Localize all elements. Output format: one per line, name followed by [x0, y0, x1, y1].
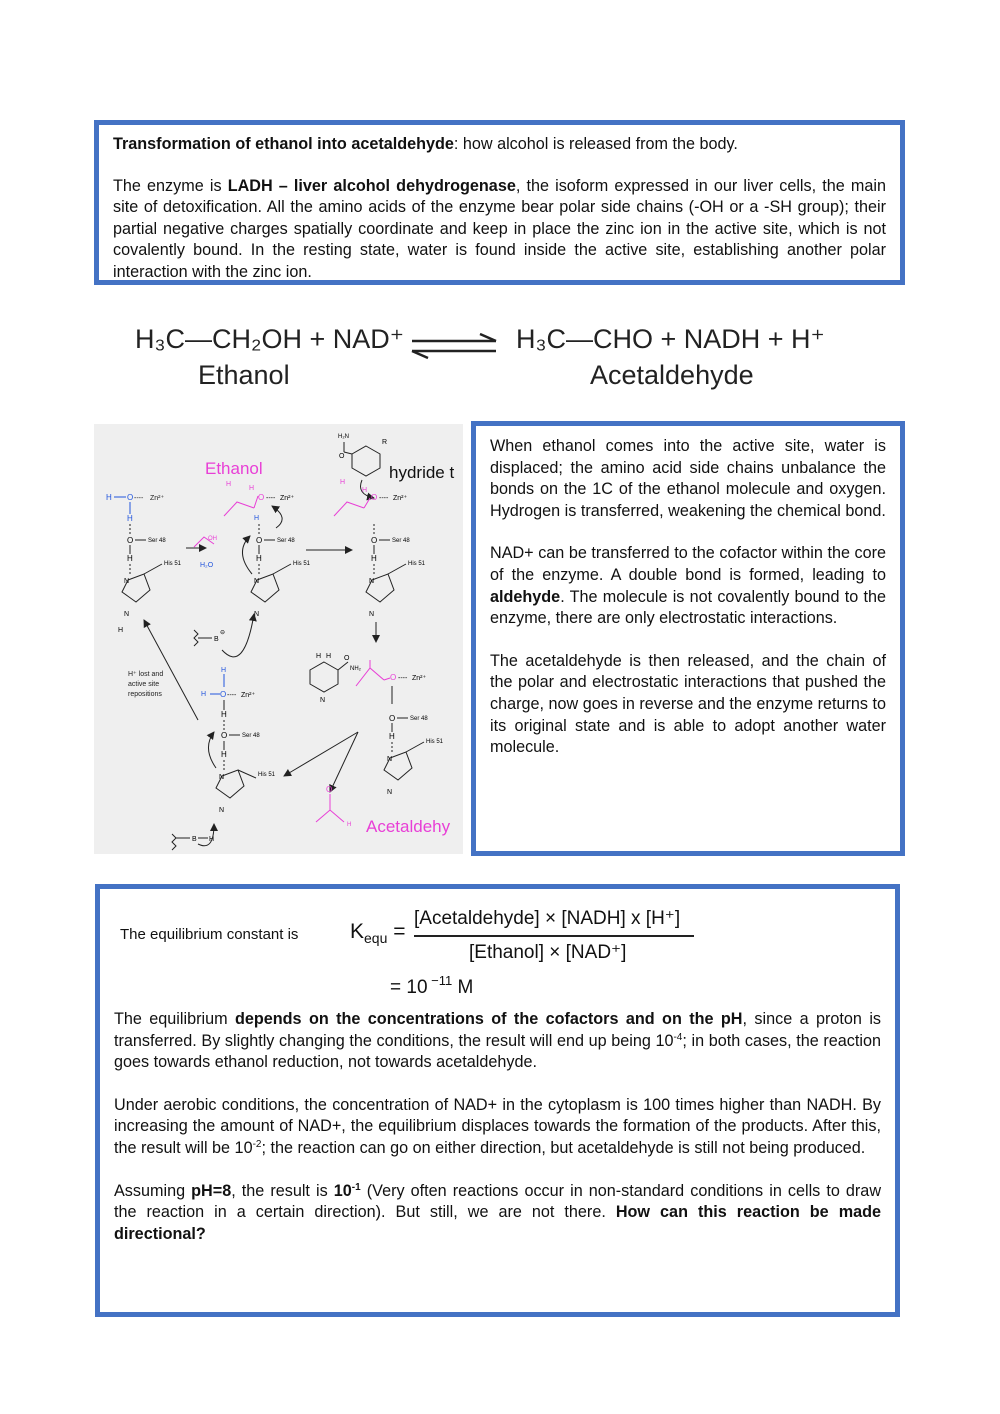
nadh-cofactor-middle	[310, 653, 362, 704]
zinc-ion-5: Zn²⁺	[241, 692, 256, 699]
zinc-ion-3: Zn²⁺	[393, 495, 408, 502]
equilibrium-formula	[114, 889, 881, 1009]
enzyme-name: LADH – liver alcohol dehydrogenase	[227, 176, 516, 195]
svg-text:N: N	[254, 611, 260, 618]
svg-text:H: H	[118, 627, 124, 634]
svg-text:H: H	[254, 515, 260, 522]
intro-title-line	[113, 134, 886, 156]
his51-1: His 51	[164, 561, 182, 567]
svg-text:O: O	[221, 731, 228, 740]
svg-text:H: H	[127, 554, 133, 563]
svg-text:N: N	[320, 697, 326, 704]
hydride-label: hydride t	[389, 463, 455, 482]
ethanol-label: Ethanol	[205, 459, 263, 478]
h2n-label: H₂N	[338, 434, 349, 440]
eq-p1-c: ; in both cases, the reaction goes towards ethanol reduction, not towards acetaldehyde.	[114, 1031, 881, 1072]
eq-p3-ph: pH=8	[191, 1181, 232, 1200]
his51-2: His 51	[293, 561, 311, 567]
his51-3: His 51	[408, 561, 426, 567]
svg-text:N: N	[124, 611, 130, 618]
svg-text:----: ----	[398, 675, 408, 682]
free-acetaldehyde	[316, 810, 344, 822]
svg-text:O: O	[339, 453, 345, 460]
svg-text:O: O	[127, 536, 134, 545]
water-out: H₂O	[200, 562, 214, 569]
explanation-p3: The acetaldehyde is then released, and the chain of the polar and electrostatic interactions that pushed the charge, now goes in reverse and the enzyme returns to its original state and is able to adopt another water molecule.	[490, 651, 886, 757]
ethanol-bound-structure	[224, 481, 311, 618]
reaction-equation	[0, 310, 1000, 400]
eq-p3-a: Assuming	[114, 1181, 192, 1200]
svg-text:O: O	[326, 785, 333, 794]
svg-text:N: N	[254, 578, 260, 585]
svg-text:B: B	[214, 636, 219, 643]
svg-text:H: H	[221, 667, 227, 674]
ser48-2: Ser 48	[277, 538, 295, 544]
equilibrium-p3	[114, 1181, 881, 1246]
resting-state-structure	[106, 493, 182, 634]
svg-text:----: ----	[227, 692, 237, 699]
svg-text:R: R	[382, 439, 388, 446]
ser48-1: Ser 48	[148, 538, 166, 544]
hydride-transfer-structure	[334, 479, 426, 618]
intro-title: Transformation of ethanol into acetaldehyde	[113, 135, 454, 153]
his51-5: His 51	[258, 772, 276, 778]
svg-text:H: H	[249, 485, 255, 492]
svg-text:H: H	[256, 554, 262, 563]
product-name: Acetaldehyde	[590, 360, 754, 390]
eq-p3-exp: -1	[351, 1181, 361, 1193]
explanation-p2	[490, 543, 886, 629]
svg-text:O: O	[389, 714, 396, 723]
ser48-4: Ser 48	[410, 716, 428, 722]
svg-text:----: ----	[266, 495, 276, 502]
equilibrium-p2	[114, 1095, 881, 1160]
svg-text:H: H	[362, 487, 368, 494]
svg-text:H: H	[201, 691, 207, 698]
aldehyde-term: aldehyde	[490, 587, 561, 606]
svg-text:O: O	[371, 493, 378, 502]
svg-text:H: H	[371, 554, 377, 563]
acetaldehyde-label: Acetaldehy	[366, 817, 451, 836]
eq-p1-a: The equilibrium	[114, 1010, 235, 1028]
intro-box	[94, 120, 905, 285]
k-subscript: equ	[364, 930, 388, 947]
eq-p1-bold: depends on the concentrations of the cofactors and on the pH	[234, 1010, 743, 1028]
svg-text:H: H	[316, 653, 322, 660]
svg-text:O: O	[127, 493, 134, 502]
ser48-5: Ser 48	[242, 733, 260, 739]
kequ-label: The equilibrium constant is	[120, 926, 299, 943]
reaction-left: H₃C—CH₂OH + NAD⁺	[135, 324, 404, 354]
svg-text:H: H	[106, 493, 112, 502]
svg-text:B: B	[192, 836, 197, 843]
k-letter: K	[350, 920, 365, 943]
formula-result	[390, 973, 474, 999]
eq-p3-c: (Very often reactions occur in non-standard conditions in cells to draw the reaction in a certain direction). But still, we are not there.	[114, 1181, 882, 1222]
ser48-3: Ser 48	[392, 538, 410, 544]
intro-text-a: The enzyme is	[113, 176, 228, 195]
formula-numerator: [Acetaldehyde] × [NADH] x [H⁺]	[414, 908, 681, 929]
base-structure-1	[194, 614, 254, 657]
intro-title-rest: : how alcohol is released from the body.	[453, 135, 738, 153]
equilibrium-p1	[114, 1009, 881, 1074]
eq-p3-ten: 10	[333, 1181, 352, 1200]
equilibrium-box	[95, 884, 900, 1317]
svg-text:O: O	[390, 673, 397, 682]
reaction-right: H₃C—CHO + NADH + H⁺	[516, 324, 825, 354]
svg-text:⊖: ⊖	[220, 630, 226, 636]
svg-text:N: N	[219, 807, 225, 814]
eq-p2-b: ; the reaction can go on either direction, but acetaldehyde is still not being produced.	[261, 1138, 866, 1157]
svg-text:----: ----	[379, 495, 389, 502]
intro-paragraph	[113, 176, 886, 284]
svg-text:N: N	[387, 756, 393, 763]
nh2-label: NH₂	[350, 666, 361, 672]
reactant-name: Ethanol	[198, 360, 290, 390]
h-lost-note-1: H⁺ lost and	[128, 671, 164, 678]
explanation-p2-a: NAD+ can be transferred to the cofactor within the core of the enzyme. A double bond is formed, leading to	[490, 544, 886, 584]
k-equals: =	[387, 920, 406, 943]
svg-text:----: ----	[134, 495, 144, 502]
explanation-p1: When ethanol comes into the active site, water is displaced; the amino acid side chains unbalance the bonds on the 1C of the ethanol molecule and oxygen. Hydrogen is transferred, weakening the chemical bond.	[490, 437, 886, 520]
reset-state-structure	[172, 667, 276, 850]
result-unit: M	[452, 977, 474, 998]
equilibrium-arrow-icon	[410, 332, 500, 360]
zinc-ion-4: Zn²⁺	[412, 675, 427, 682]
eq-p2-a: Under aerobic conditions, the concentration of NAD+ in the cytoplasm is 100 times higher than NADH. By increasing the amount of NAD+, the equilibrium displaces towards the formation of the products. After this, the result will be 10	[114, 1095, 881, 1157]
formula-denominator: [Ethanol] × [NAD⁺]	[469, 942, 627, 963]
eq-p2-exp: -2	[252, 1138, 262, 1150]
intro-text-b: , the isoform expressed in our liver cells, the main site of detoxification. All the amino acids of the enzyme bear polar side chains (-OH or a -SH group); their partial negative charges spatially coordinate and keep in place the zinc ion in the active site, which is not covalently bound. In the resting state, water is found inside the active site, establishing another polar interaction with the zinc ion.	[113, 176, 886, 281]
acetaldehyde-bound-structure	[356, 660, 444, 796]
zinc-ion-2: Zn²⁺	[280, 495, 295, 502]
svg-text:N: N	[219, 774, 225, 781]
svg-text:N: N	[369, 611, 375, 618]
eq-p1-b: , since a proton is transferred. By slightly changing the conditions, the result will end up being 10	[114, 1010, 882, 1050]
svg-text:O: O	[220, 690, 227, 699]
svg-text:N: N	[387, 789, 393, 796]
eq-p3-question: How can this reaction be made directional?	[114, 1203, 881, 1243]
mechanism-diagram	[94, 424, 463, 854]
svg-text:H: H	[221, 750, 227, 759]
his51-4: His 51	[426, 739, 444, 745]
zinc-ion-1: Zn²⁺	[150, 495, 165, 502]
mechanism-explanation-box	[471, 421, 905, 856]
k-symbol	[350, 920, 405, 946]
svg-text:H: H	[389, 732, 395, 741]
svg-text:H: H	[127, 514, 133, 523]
svg-text:H: H	[209, 836, 215, 843]
svg-text:O: O	[258, 493, 265, 502]
h-lost-note-2: active site	[128, 681, 160, 688]
svg-text:N: N	[369, 578, 375, 585]
h-lost-note-3: repositions	[128, 691, 162, 698]
svg-text:H: H	[326, 653, 332, 660]
result-exponent: −11	[427, 973, 453, 988]
mechanism-figure	[94, 424, 463, 854]
result-base: = 10	[390, 977, 428, 998]
eq-p3-b: , the result is	[231, 1181, 334, 1200]
ethanol-oh: OH	[208, 536, 217, 542]
fraction-bar	[414, 935, 694, 937]
svg-text:O: O	[371, 536, 378, 545]
svg-text:N: N	[124, 578, 130, 585]
svg-text:H: H	[340, 479, 346, 486]
svg-text:O: O	[256, 536, 263, 545]
svg-text:H: H	[226, 481, 232, 488]
eq-p1-exp: -4	[673, 1031, 683, 1043]
svg-text:H: H	[347, 822, 352, 828]
svg-text:O: O	[344, 655, 350, 662]
svg-text:H: H	[221, 710, 227, 719]
explanation-p2-b: . The molecule is not covalently bound to the enzyme, there are only electrostatic interactions.	[490, 587, 886, 628]
